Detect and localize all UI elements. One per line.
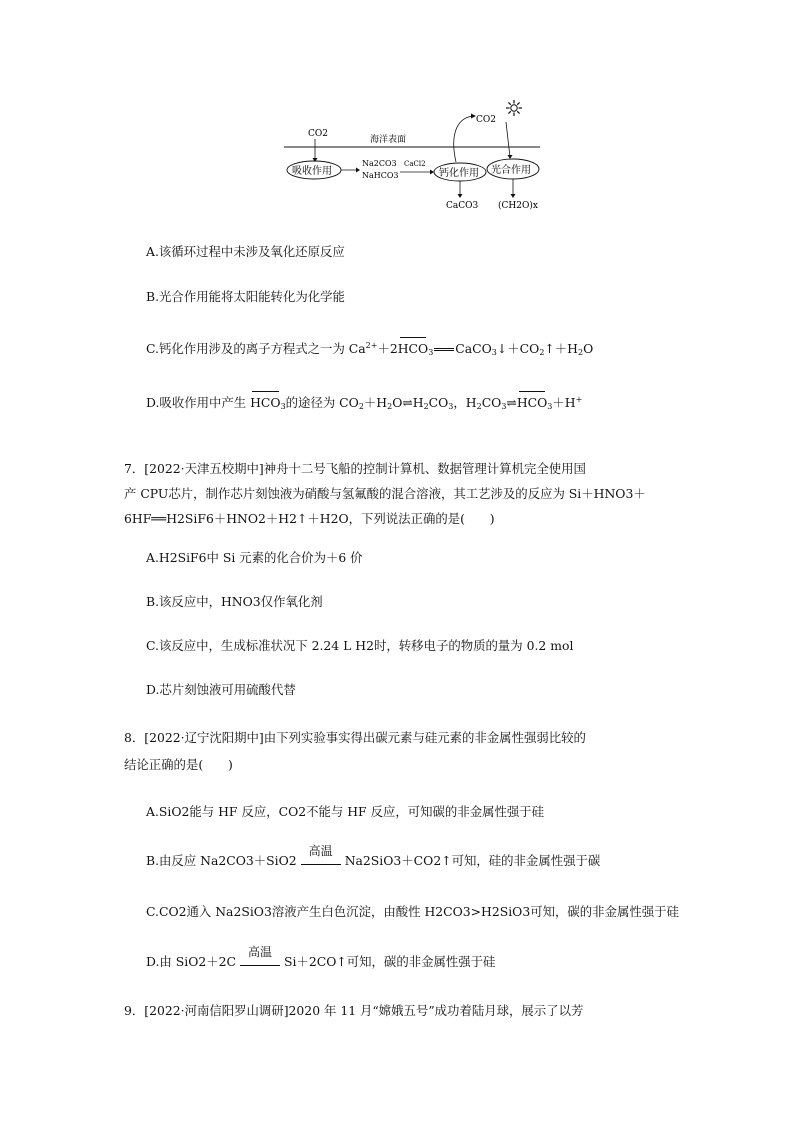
co2-left-label: CO2: [308, 129, 328, 139]
q7-option-c: C.该反应中，生成标准状况下 2.24 L H2时，转移电子的物质的量为 0.2 mol: [146, 638, 574, 653]
q6-option-c: C.钙化作用涉及的离子方程式之一为 $Ca^{2+}+2HCO_3$ $CaCO_3↓+CO_2↑+H_2O$: [146, 341, 594, 357]
condition-high-temp-d: 高温: [240, 959, 280, 966]
q7-stem-line3: 6HF══H2SiF6＋HNO2＋H2↑＋H2O，下列说法正确的是( ): [124, 511, 495, 526]
condition-high-temp-b: 高温: [301, 858, 341, 865]
q8-stem-line2: 结论正确的是( ): [124, 757, 233, 772]
cacl2-label: CaCl2: [404, 160, 426, 168]
nahco3-label: NaHCO3: [362, 171, 399, 180]
q9-stem-line1: 9．[2022·河南信阳罗山调研]2020 年 11 月“嫦娥五号”成功着陆月球，展示了以芳: [124, 1003, 584, 1018]
q7-option-d: D.芯片刻蚀液可用硫酸代替: [146, 682, 296, 697]
q8-option-d: D.由 SiO2＋2C 高温 Si＋2CO↑可知，碳的非金属性强于硅: [146, 945, 496, 969]
q8-stem-line1: 8．[2022·辽宁沈阳期中]由下列实验事实得出碳元素与硅元素的非金属性强弱比较的: [124, 730, 586, 745]
q7-option-b: B.该反应中，HNO3仅作氧化剂: [146, 594, 323, 609]
na2co3-label: Na2CO3: [362, 159, 397, 168]
carbon-cycle-diagram: [278, 96, 548, 220]
q8-option-b: B.由反应 Na2CO3＋SiO2 高温 Na2SiO3＋CO2↑可知，硅的非金属性强于碳: [146, 844, 601, 868]
co2-top-label: CO2: [476, 115, 496, 125]
sea-surface-label: 海洋表面: [370, 135, 407, 145]
calcify-label: 钙化作用: [439, 168, 479, 179]
carbon-cycle-svg: [278, 96, 548, 220]
q6-option-b: B.光合作用能将太阳能转化为化学能: [146, 289, 345, 304]
absorb-label: 吸收作用: [292, 166, 332, 177]
photo-label: 光合作用: [491, 165, 531, 176]
q7-stem-line1: 7．[2022·天津五校期中]神舟十二号飞船的控制计算机、数据管理计算机完全使用国: [124, 461, 586, 476]
q8-option-c: C.CO2通入 Na2SiO3溶液产生白色沉淀，由酸性 H2CO3>H2SiO3可知，碳的非金属性强于硅: [146, 904, 679, 919]
q8-option-a: A.SiO2能与 HF 反应，CO2不能与 HF 反应，可知碳的非金属性强于硅: [146, 804, 545, 819]
ch2o-label: (CH2O)x: [498, 201, 538, 211]
q6-option-a: A.该循环过程中未涉及氧化还原反应: [146, 244, 345, 259]
q7-stem-line2: 产 CPU芯片，制作芯片刻蚀液为硝酸与氢氟酸的混合溶液，其工艺涉及的反应为 Si＋HNO3＋: [124, 486, 646, 501]
sun-icon: [506, 100, 522, 116]
q7-option-a: A.H2SiF6中 Si 元素的化合价为＋6 价: [146, 550, 363, 565]
caco3-label: CaCO3: [446, 201, 479, 211]
q6-option-d: D.吸收作用中产生 $HCO_3$的途径为 $CO_2+H_2O\rightleftharpoons H_2CO_3$，$H_2CO_3\rightleftharpoons HCO_3+H^+$: [146, 395, 583, 411]
